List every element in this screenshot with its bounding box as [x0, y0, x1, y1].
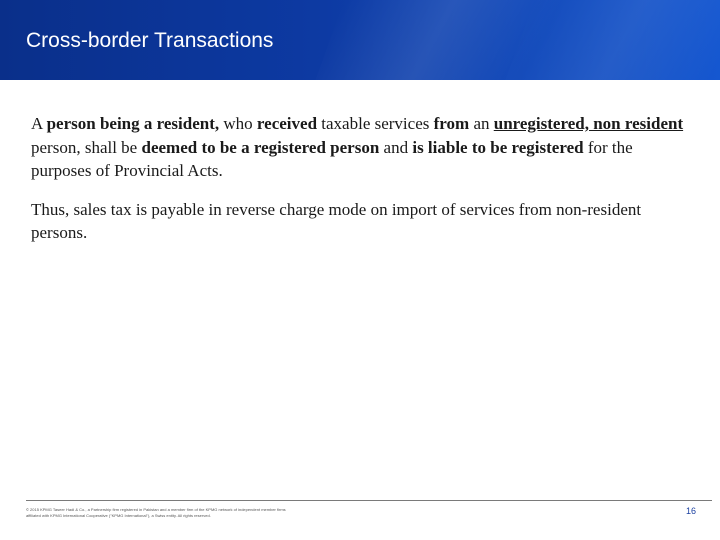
bold-text-run: received	[256, 114, 318, 133]
slide-title: Cross-border Transactions	[26, 29, 274, 52]
header-band	[0, 0, 720, 80]
text-run: for the purposes of Provincial Acts.	[31, 137, 633, 180]
paragraph-reverse-charge-definition	[31, 112, 691, 183]
text-run: who	[219, 114, 257, 133]
bold-text-run: from	[433, 114, 470, 133]
text-run: and	[379, 137, 413, 157]
paragraph-sales-tax-payable: Thus, sales tax is payable in reverse charge mode on import of services from non-resident persons.	[31, 199, 642, 242]
bold-text-run: person being a resident,	[46, 114, 220, 133]
footer-legal-text: © 2015 KPMG Taseer Hadi & Co., a Partnership firm registered in Pakistan and a member firm of the KPMG network of independent member firms affiliated with KPMG International Cooperative ("KPMG International"), a Swiss entity. All rights reserved.	[26, 507, 286, 518]
bold-text-run: deemed to be a registered person	[141, 137, 380, 157]
slide-body	[31, 112, 691, 260]
text-run: A	[31, 114, 47, 133]
text-run: person, shall be	[31, 137, 142, 157]
text-run: an	[469, 114, 494, 133]
text-run: taxable services	[317, 114, 434, 133]
page-number: 16	[685, 506, 696, 516]
bold-text-run: is liable to be registered	[412, 137, 584, 157]
footer-divider	[26, 500, 712, 501]
underlined-bold-text-run: unregistered, non resident	[493, 114, 684, 133]
